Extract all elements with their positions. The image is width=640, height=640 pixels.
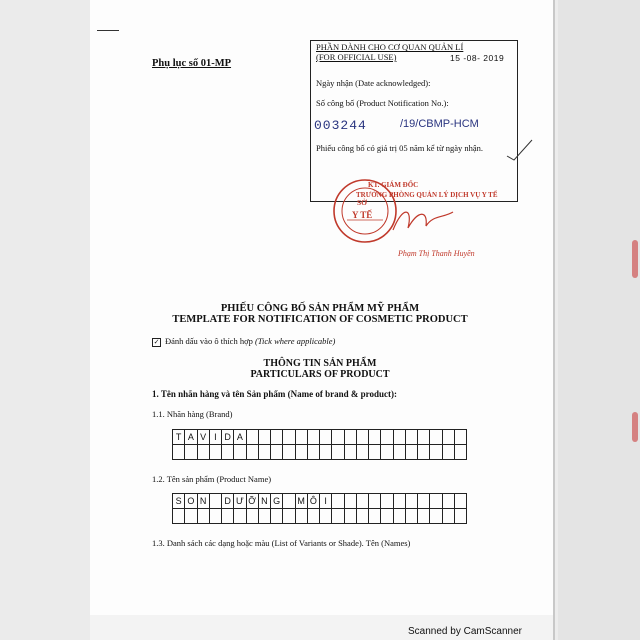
signer-name: Phạm Thị Thanh Huyền (398, 249, 475, 258)
product-name-label: 1.2. Tên sản phẩm (Product Name) (152, 474, 272, 484)
letter-cell (455, 509, 467, 524)
letter-cell (308, 430, 320, 445)
letter-cell: M (296, 494, 308, 509)
letter-cell (173, 509, 185, 524)
letter-cell: O (185, 494, 197, 509)
letter-cell (394, 509, 406, 524)
date-acknowledged-label: Ngày nhận (Date acknowledged): (316, 78, 431, 88)
letter-cell (283, 430, 295, 445)
received-date-stamp: 15 -08- 2019 (450, 53, 505, 63)
tick-instruction: ✓ Đánh dấu vào ô thích hợp (Tick where applicable) (153, 336, 336, 346)
letter-cell: I (210, 430, 222, 445)
letter-cell (271, 430, 283, 445)
letter-cell: N (198, 494, 210, 509)
letter-cell (369, 494, 381, 509)
letter-cell (345, 494, 357, 509)
letter-cell (320, 445, 332, 460)
letter-cell (271, 445, 283, 460)
letter-cell: Ỡ (247, 494, 259, 509)
signature-icon (388, 200, 458, 240)
letter-cell (247, 509, 259, 524)
letter-cell (443, 430, 455, 445)
letter-cell (259, 445, 271, 460)
letter-cell (455, 430, 467, 445)
letter-cell (455, 445, 467, 460)
letter-cell (308, 445, 320, 460)
seal-bottom-text: Y TẾ (352, 210, 373, 220)
letter-cell (430, 494, 442, 509)
letter-cell (247, 445, 259, 460)
product-letter-grid (172, 493, 467, 524)
letter-cell (369, 430, 381, 445)
letter-cell (369, 445, 381, 460)
stamp-title: KT. GIÁM ĐỐC (368, 181, 419, 189)
letter-cell (406, 445, 418, 460)
letter-cell (198, 509, 210, 524)
letter-cell (381, 509, 393, 524)
letter-cell (332, 430, 344, 445)
variants-label: 1.3. Danh sách các dạng hoặc màu (List of Variants or Shade). Tên (Names) (152, 538, 411, 548)
brand-label: 1.1. Nhãn hàng (Brand) (152, 409, 233, 419)
letter-cell (443, 494, 455, 509)
letter-cell (430, 509, 442, 524)
letter-cell (320, 509, 332, 524)
letter-cell (369, 509, 381, 524)
letter-cell: Ư (234, 494, 246, 509)
letter-cell (283, 509, 295, 524)
letter-cell: D (222, 494, 234, 509)
letter-cell (430, 445, 442, 460)
adjacent-stamp-fragment (632, 412, 638, 442)
checked-box-icon: ✓ (153, 337, 160, 346)
letter-cell: Ô (308, 494, 320, 509)
letter-cell (345, 509, 357, 524)
letter-cell (185, 509, 197, 524)
letter-cell (357, 430, 369, 445)
letter-cell: S (173, 494, 185, 509)
letter-cell: G (271, 494, 283, 509)
letter-cell (185, 445, 197, 460)
official-box-subtitle: (FOR OFFICIAL USE) (316, 52, 397, 62)
letter-cell (210, 509, 222, 524)
letter-cell: D (222, 430, 234, 445)
official-box-title: PHẦN DÀNH CHO CƠ QUAN QUẢN LÍ (316, 42, 464, 52)
letter-cell (430, 430, 442, 445)
adjacent-stamp-fragment (632, 240, 638, 278)
letter-cell (271, 509, 283, 524)
letter-cell (332, 494, 344, 509)
letter-cell (296, 509, 308, 524)
letter-cell (332, 445, 344, 460)
letter-cell (210, 445, 222, 460)
letter-cell (418, 445, 430, 460)
section-title: THÔNG TIN SẢN PHẨM (263, 358, 377, 369)
notification-number-suffix: /19/CBMP-HCM (400, 118, 479, 130)
letter-cell (332, 509, 344, 524)
letter-cell (357, 494, 369, 509)
letter-cell: V (198, 430, 210, 445)
letter-cell (259, 509, 271, 524)
letter-cell: A (185, 430, 197, 445)
annex-label: Phụ lục số 01-MP (152, 58, 232, 69)
letter-cell (381, 445, 393, 460)
notification-number-label: Số công bố (Product Notification No.): (316, 98, 449, 108)
check-scribble-icon (505, 138, 535, 163)
seal-top-text: SỞ (357, 198, 368, 207)
form-title: PHIẾU CÔNG BỐ SẢN PHẨM MỸ PHẨM (220, 303, 420, 314)
letter-cell: A (234, 430, 246, 445)
letter-cell (198, 445, 210, 460)
letter-cell (259, 430, 271, 445)
scanner-footer: Scanned by CamScanner (408, 626, 522, 637)
letter-cell (283, 445, 295, 460)
letter-cell (418, 494, 430, 509)
letter-cell (247, 430, 259, 445)
letter-cell: T (173, 430, 185, 445)
brand-letter-grid (172, 429, 467, 460)
letter-cell (222, 509, 234, 524)
letter-cell (455, 494, 467, 509)
corner-mark (97, 30, 119, 31)
letter-cell: N (259, 494, 271, 509)
letter-cell (394, 494, 406, 509)
letter-cell (443, 509, 455, 524)
letter-cell (222, 445, 234, 460)
letter-cell: I (320, 494, 332, 509)
letter-cell (320, 430, 332, 445)
letter-cell (381, 430, 393, 445)
form-title-english: TEMPLATE FOR NOTIFICATION OF COSMETIC PRODUCT (172, 314, 468, 325)
letter-cell (308, 509, 320, 524)
item-1-heading: 1. Tên nhãn hàng và tên Sản phẩm (Name of brand & product): (152, 389, 397, 399)
letter-cell (443, 445, 455, 460)
letter-cell (394, 445, 406, 460)
notification-number: 003244 (314, 118, 367, 133)
letter-cell (381, 494, 393, 509)
letter-cell (406, 494, 418, 509)
letter-cell (234, 509, 246, 524)
letter-cell (357, 509, 369, 524)
letter-cell (418, 509, 430, 524)
letter-cell (345, 430, 357, 445)
stamp-department: TRƯỞNG PHÒNG QUẢN LÝ DỊCH VỤ Y TẾ (356, 191, 498, 199)
letter-cell (406, 509, 418, 524)
letter-cell (418, 430, 430, 445)
letter-cell (357, 445, 369, 460)
letter-cell (234, 445, 246, 460)
letter-cell (296, 445, 308, 460)
validity-text: Phiếu công bố có giá trị 05 năm kể từ ngày nhận. (316, 143, 484, 153)
letter-cell (345, 445, 357, 460)
letter-cell (406, 430, 418, 445)
letter-cell (173, 445, 185, 460)
section-title-english: PARTICULARS OF PRODUCT (250, 369, 390, 380)
letter-cell (210, 494, 222, 509)
letter-cell (283, 494, 295, 509)
letter-cell (296, 430, 308, 445)
letter-cell (394, 430, 406, 445)
